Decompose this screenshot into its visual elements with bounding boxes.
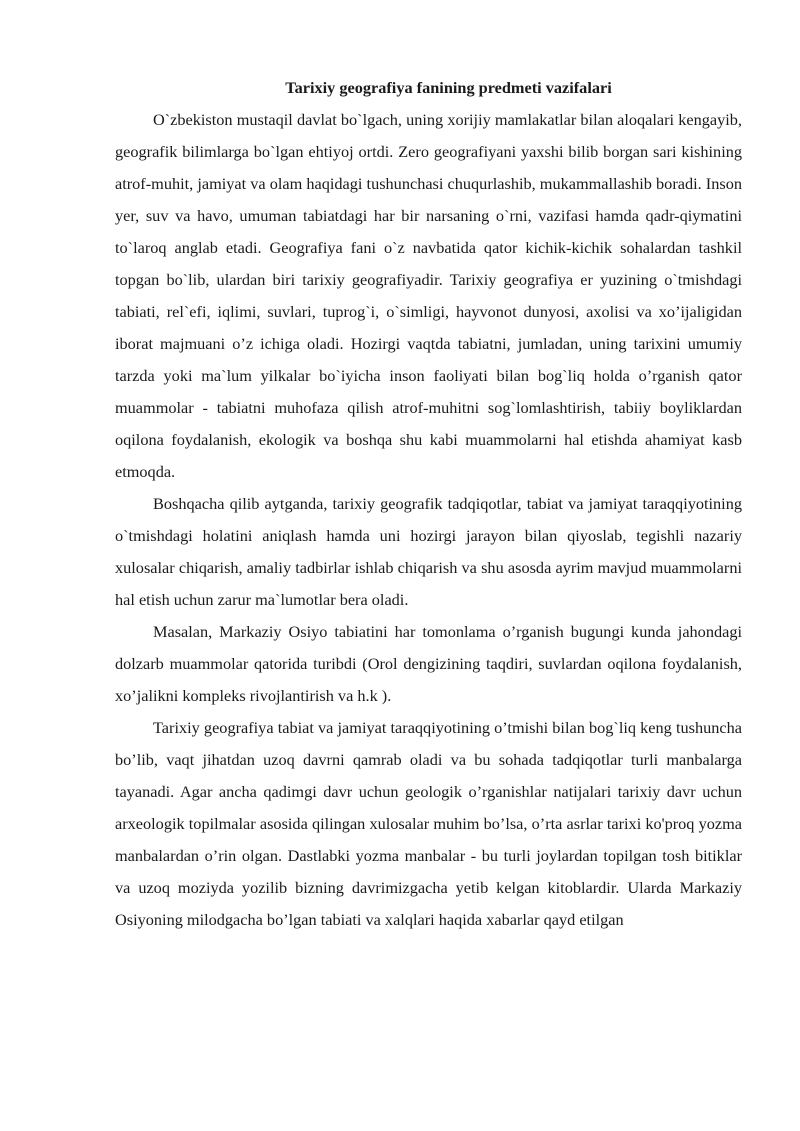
document-page [115, 72, 742, 936]
document-title: Tarixiy geografiya fanining predmeti vazifalari [285, 78, 612, 97]
paragraph-3: Masalan, Markaziy Osiyo tabiatini har tomonlama o’rganish bugungi kunda jahondagi dolzarb muammolar qatorida turibdi (Orol dengizining taqdiri, suvlardan oqilona foydalanish, xo’jalikni kompleks rivojlantirish va h.k ). [115, 622, 742, 705]
paragraph-1: O`zbekiston mustaqil davlat bo`lgach, uning xorijiy mamlakatlar bilan aloqalari kengayib, geografik bilimlarga bo`lgan ehtiyoj ortdi. Zero geografiyani yaxshi bilib borgan sari kishining atrof-muhit, jamiyat va olam haqidagi tushunchasi chuqurlashib, mukammallashib boradi. Inson yer, suv va havo, umuman tabiatdagi har bir narsaning o`rni, vazifasi hamda qadr-qiymatini to`laroq anglab etadi. Geografiya fani o`z navbatida qator kichik-kichik sohalardan tashkil topgan bo`lib, ulardan biri tarixiy geografiyadir. Tarixiy geografiya er yuzining o`tmishdagi tabiati, rel`efi, iqlimi, suvlari, tuprog`i, o`simligi, hayvonot dunyosi, axolisi va xo’ijaligidan iborat majmuani o’z ichiga oladi. Hozirgi vaqtda tabiatni, jumladan, uning tarixini umumiy tarzda yoki ma`lum yilkalar bo`iyicha inson faoliyati bilan bog`liq holda o’rganish qator muammolar - tabiatni muhofaza qilish atrof-muhitni sog`lomlashtirish, tabiiy boyliklardan oqilona foydalanish, ekologik va boshqa shu kabi muammolarni hal etishda ahamiyat kasb etmoqda. [115, 110, 742, 481]
paragraph-2: Boshqacha qilib aytganda, tarixiy geografik tadqiqotlar, tabiat va jamiyat taraqqiyotining o`tmishdagi holatini aniqlash hamda uni hozirgi jarayon bilan qiyoslab, tegishli nazariy xulosalar chiqarish, amaliy tadbirlar ishlab chiqarish va shu asosda ayrim mavjud muammolarni hal etish uchun zarur ma`lumotlar bera oladi. [115, 494, 742, 609]
paragraph-4: Tarixiy geografiya tabiat va jamiyat taraqqiyotining o’tmishi bilan bog`liq keng tushuncha bo’lib, vaqt jihatdan uzoq davrni qamrab oladi va bu sohada tadqiqotlar turli manbalarga tayanadi. Agar ancha qadimgi davr uchun geologik o’rganishlar natijalari tarixiy davr uchun arxeologik topilmalar asosida qilingan xulosalar muhim bo’lsa, o’rta asrlar tarixi ko'proq yozma manbalardan o’rin olgan. Dastlabki yozma manbalar - bu turli joylardan topilgan tosh bitiklar va uzoq moziyda yozilib bizning davrimizgacha yetib kelgan kitoblardir. Ularda Markaziy Osiyoning milodgacha bo’lgan tabiati va xalqlari haqida xabarlar qayd etilgan [115, 718, 742, 929]
